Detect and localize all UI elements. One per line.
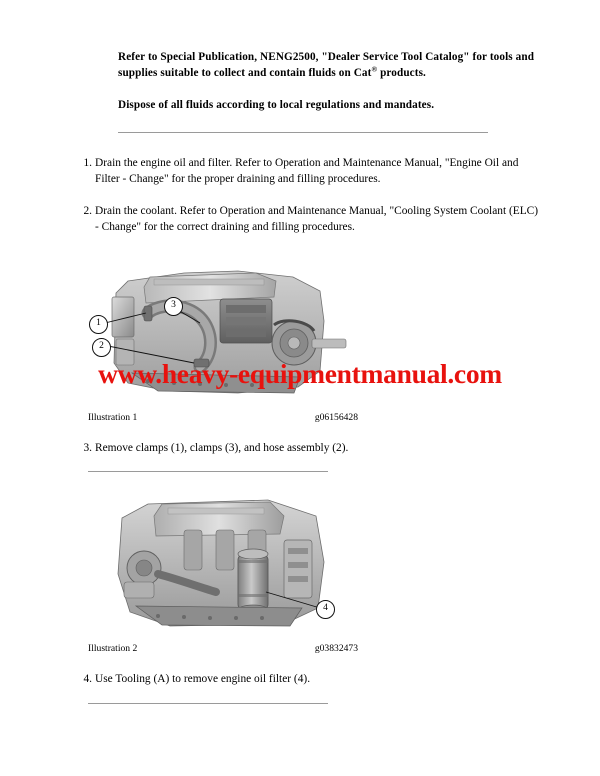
step-text: Use Tooling (A) to remove engine oil filter (4). xyxy=(95,673,311,686)
step-number: 4. xyxy=(83,673,92,686)
notice-paragraph-1-text: Refer to Special Publication, NENG2500, "Dealer Service Tool Catalog" for tools and supplies suitable to collect and contain fluids on Cat xyxy=(118,51,535,79)
callout-1: 1 xyxy=(89,315,108,334)
notice-paragraph-1-suffix: products. xyxy=(377,66,426,79)
list-item xyxy=(0,671,600,688)
watermark: www.heavy-equipmentmanual.com xyxy=(98,358,502,389)
list-item xyxy=(0,440,600,457)
figure-1-label: Illustration 1 xyxy=(88,411,138,423)
figure-2-caption xyxy=(88,643,358,657)
step-text: Remove clamps (1), clamps (3), and hose assembly (2). xyxy=(95,441,349,454)
section-divider xyxy=(88,471,328,472)
figure-2-image xyxy=(88,482,358,637)
section-divider xyxy=(88,703,328,704)
step-text: Drain the coolant. Refer to Operation and Maintenance Manual, "Cooling System Coolant (ELC) - Change" for the correct draining and filling procedures. xyxy=(95,204,539,234)
notice-block xyxy=(118,50,540,114)
steps-list-bottom xyxy=(0,671,600,688)
figure-2 xyxy=(0,482,600,657)
figure-2-label: Illustration 2 xyxy=(88,643,138,655)
steps-list-top xyxy=(0,155,600,236)
list-item xyxy=(0,203,600,236)
figure-1-id: g06156428 xyxy=(314,411,358,423)
callout-2: 2 xyxy=(92,338,111,357)
figure-1 xyxy=(0,251,600,426)
section-divider xyxy=(118,132,488,133)
steps-list-middle xyxy=(0,440,600,457)
step-number: 3. xyxy=(83,441,92,454)
list-item xyxy=(0,155,600,188)
figure-2-id: g03832473 xyxy=(314,643,358,655)
figure-1-image xyxy=(88,251,358,406)
registered-mark-icon: ® xyxy=(371,64,378,74)
notice-paragraph-1 xyxy=(118,50,540,82)
callout-3: 3 xyxy=(164,297,183,316)
step-number: 2. xyxy=(83,204,92,217)
figure-1-caption xyxy=(88,412,358,426)
engine-photo-1 xyxy=(88,251,358,406)
notice-paragraph-2: Dispose of all fluids according to local regulations and mandates. xyxy=(118,98,435,111)
step-text: Drain the engine oil and filter. Refer to Operation and Maintenance Manual, "Engine Oil and Filter - Change" for the proper draining and filling procedures. xyxy=(95,156,519,186)
step-number: 1. xyxy=(83,156,92,169)
callout-4: 4 xyxy=(316,600,335,619)
